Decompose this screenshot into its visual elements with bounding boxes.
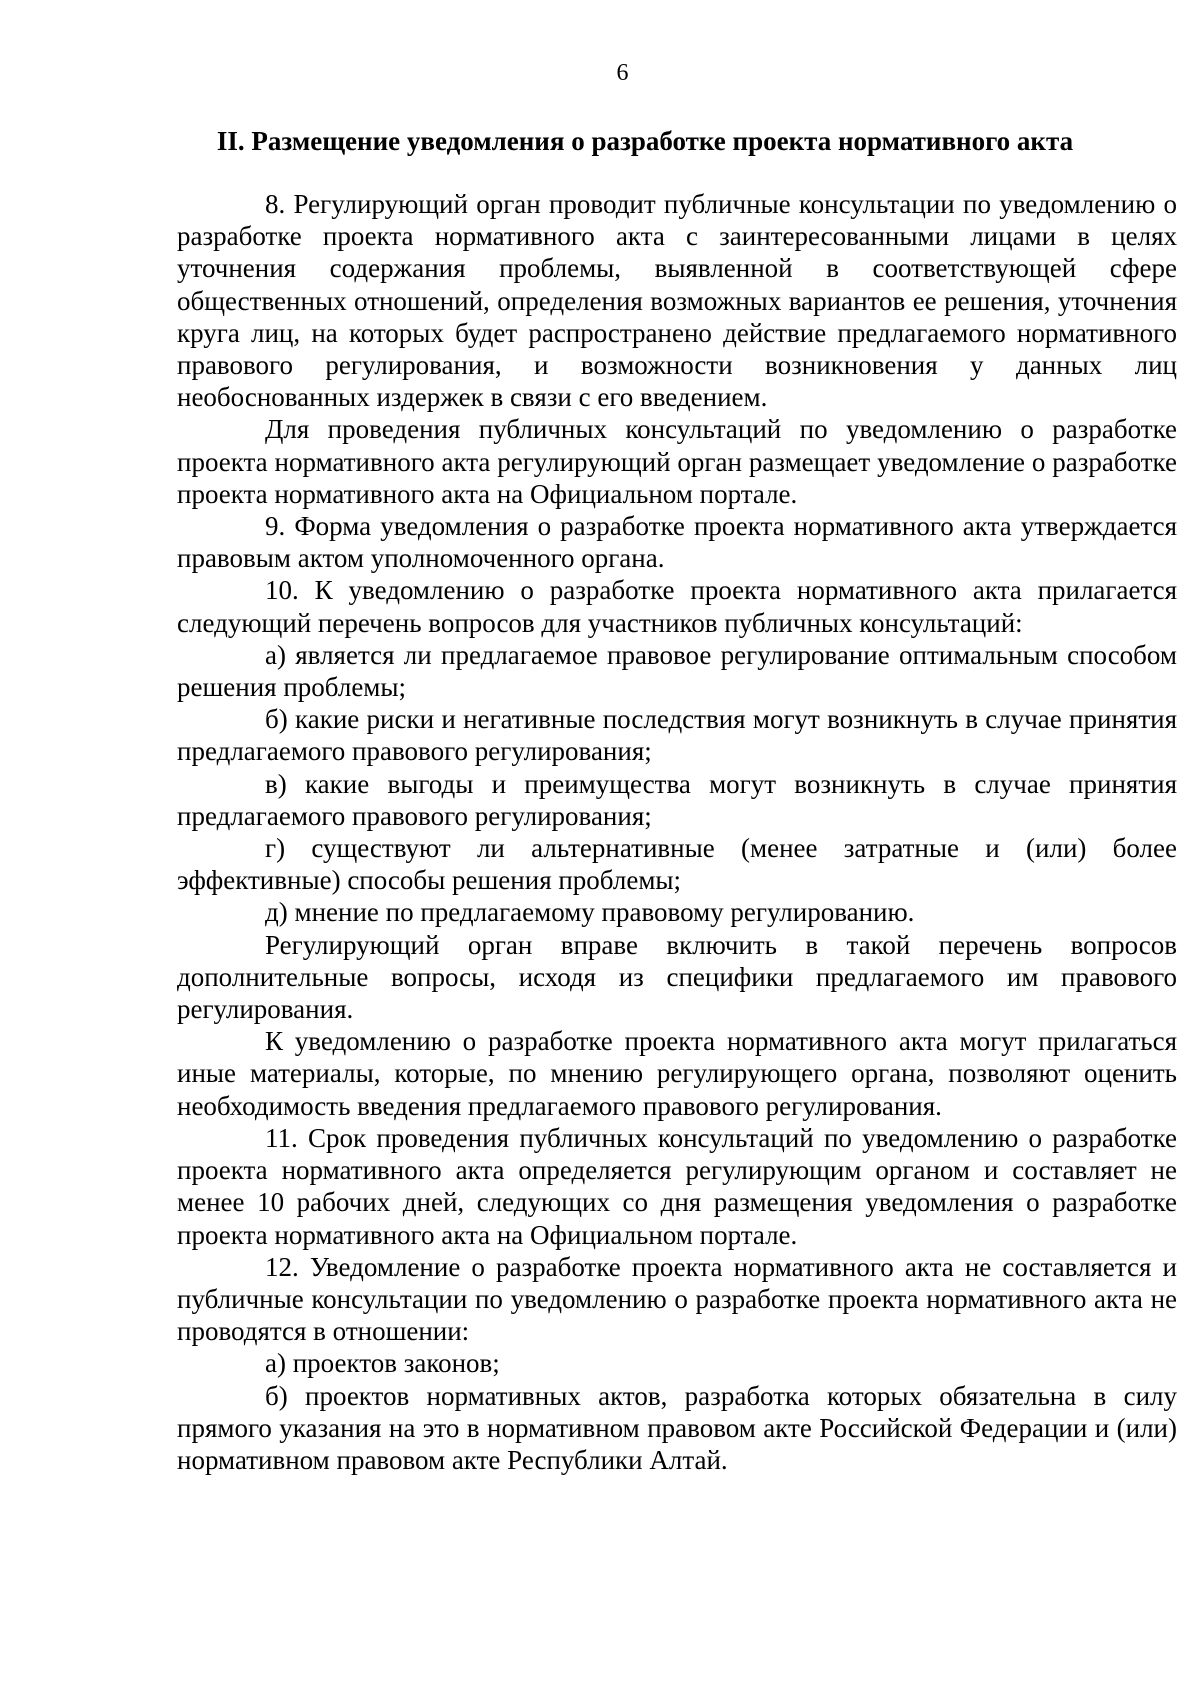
paragraph: 8. Регулирующий орган проводит публичные консультации по уведомлению о разработке проекта нормативного акта с заинтересованными лицами в целях уточнения содержания проблемы, выявленной в соответствующей сфере общественных отношений, определения возможных вариантов ее решения, уточнения круга лиц, на которых будет распространено действие предлагаемого нормативного правового регулирования, и возможности возникновения у данных лиц необоснованных издержек в связи с его введением. [177,189,1177,413]
list-item: в) какие выгоды и преимущества могут возникнуть в случае принятия предлагаемого правового регулирования; [177,768,1177,831]
paragraph: 9. Форма уведомления о разработке проекта нормативного акта утверждается правовым актом уполномоченного органа. [177,511,1177,574]
list-item: б) проектов нормативных актов, разработка которых обязательна в силу прямого указания на это в нормативном правовом акте Российской Федерации и (или) нормативном правовом акте Республики Алтай. [177,1380,1177,1475]
section-title: II. Размещение уведомления о разработке проекта нормативного акта [216,126,1074,156]
document-body [177,188,1177,1476]
paragraph: Для проведения публичных консультаций по уведомлению о разработке проекта нормативного акта регулирующий орган размещает уведомление о разработке проекта нормативного акта на Официальном портале. [177,414,1177,509]
paragraph: К уведомлению о разработке проекта нормативного акта могут прилагаться иные материалы, которые, по мнению регулирующего органа, позволяют оценить необходимость введения предлагаемого правового регулирования. [177,1026,1177,1121]
page-number: 6 [616,60,629,86]
list-item: а) является ли предлагаемое правовое регулирование оптимальным способом решения проблемы; [177,639,1177,703]
list-item: г) существуют ли альтернативные (менее затратные и (или) более эффективные) способы решения проблемы; [177,833,1177,896]
list-item: а) проектов законов; [265,1348,500,1379]
list-item: д) мнение по предлагаемому правовому регулированию. [265,897,915,928]
paragraph: Регулирующий орган вправе включить в такой перечень вопросов дополнительные вопросы, исходя из специфики предлагаемого им правового регулирования. [177,929,1177,1025]
list-item: б) какие риски и негативные последствия могут возникнуть в случае принятия предлагаемого правового регулирования; [177,704,1177,767]
paragraph: 10. К уведомлению о разработке проекта нормативного акта прилагается следующий перечень вопросов для участников публичных консультаций: [177,575,1177,638]
paragraph: 11. Срок проведения публичных консультаций по уведомлению о разработке проекта нормативного акта определяется регулирующим органом и составляет не менее 10 рабочих дней, следующих со дня размещения уведомления о разработке проекта нормативного акта на Официальном портале. [177,1122,1177,1250]
paragraph: 12. Уведомление о разработке проекта нормативного акта не составляется и публичные консультации по уведомлению о разработке проекта нормативного акта не проводятся в отношении: [177,1251,1177,1347]
